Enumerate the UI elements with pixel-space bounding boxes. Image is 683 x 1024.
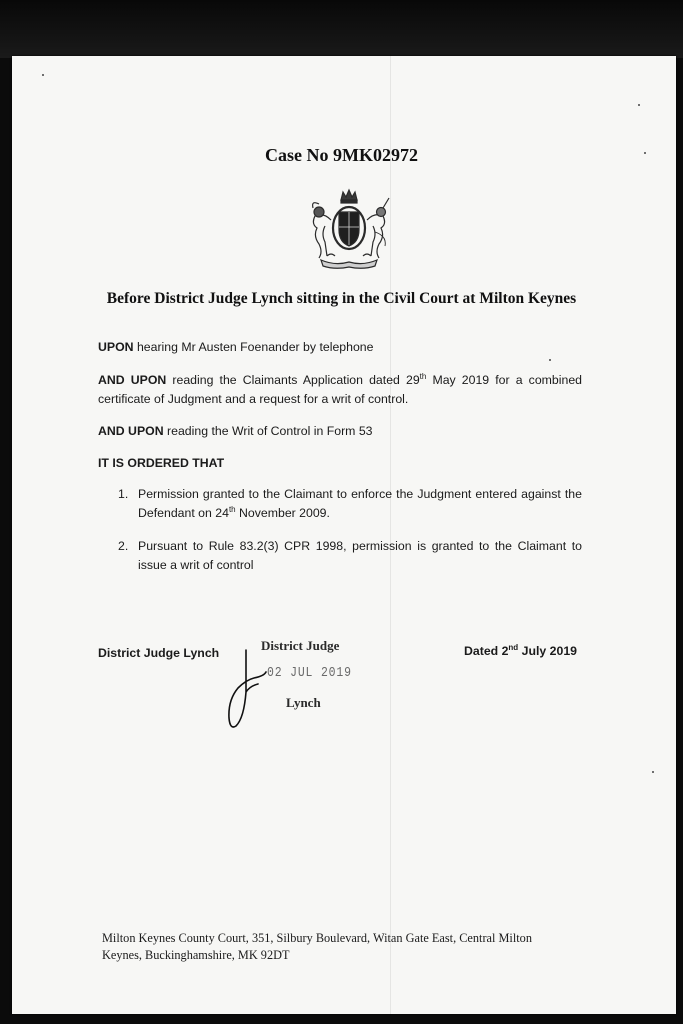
order-text-part: November 2009. [235, 506, 330, 520]
court-address [102, 930, 602, 964]
keyword: AND UPON [98, 424, 164, 438]
handwritten-signature-icon [220, 648, 280, 732]
paragraph-upon-hearing [98, 338, 582, 357]
paragraph-upon-reading-writ [98, 422, 582, 441]
paragraph-text: May 2019 for a combined certificate of Judgment and a request for a writ of control. [98, 373, 582, 406]
order-item [118, 485, 582, 523]
court-heading: Before District Judge Lynch sitting in the Civil Court at Milton Keynes [106, 290, 577, 307]
dated-label [464, 644, 577, 658]
scan-speck [638, 104, 640, 106]
superscript: nd [508, 642, 519, 652]
order-number: 1. [118, 487, 129, 501]
paragraph-text: reading the Writ of Control in Form 53 [163, 424, 373, 438]
royal-coat-of-arms-icon [301, 186, 397, 270]
keyword: AND UPON [98, 373, 167, 387]
address-line: Keynes, Buckinghamshire, MK 92DT [102, 948, 290, 962]
superscript: th [419, 371, 427, 381]
case-number: Case No 9MK02972 [265, 145, 418, 165]
scan-speck [549, 359, 551, 361]
order-number: 2. [118, 539, 129, 553]
paragraph-upon-reading-application [98, 371, 582, 409]
ordered-heading [98, 454, 582, 473]
keyword: UPON [98, 340, 134, 354]
stamp-name: Lynch [286, 695, 321, 710]
judge-name-label: District Judge Lynch [98, 646, 220, 660]
scan-speck [652, 771, 654, 773]
keyword: IT IS ORDERED THAT [98, 456, 225, 470]
stamp-title: District Judge [261, 638, 340, 653]
order-text: Pursuant to Rule 83.2(3) CPR 1998, permission is granted to the Claimant to issue a writ of control [138, 539, 582, 572]
superscript: th [228, 504, 236, 514]
paragraph-text: hearing Mr Austen Foenander by telephone [133, 340, 374, 354]
order-text [138, 485, 582, 523]
scan-background [0, 0, 683, 58]
order-text-part: Permission granted to the Claimant to enforce the Judgment entered against the Defendant on 24 [138, 487, 582, 520]
scan-speck [42, 74, 44, 76]
dated-text: July 2019 [518, 644, 577, 658]
stamp-date: 02 JUL 2019 [267, 665, 352, 681]
address-line: Milton Keynes County Court, 351, Silbury Boulevard, Witan Gate East, Central Milton [102, 931, 532, 945]
paragraph-text: reading the Claimants Application dated 29 [166, 373, 420, 387]
order-item [118, 537, 582, 575]
dated-text: Dated 2 [464, 644, 509, 658]
